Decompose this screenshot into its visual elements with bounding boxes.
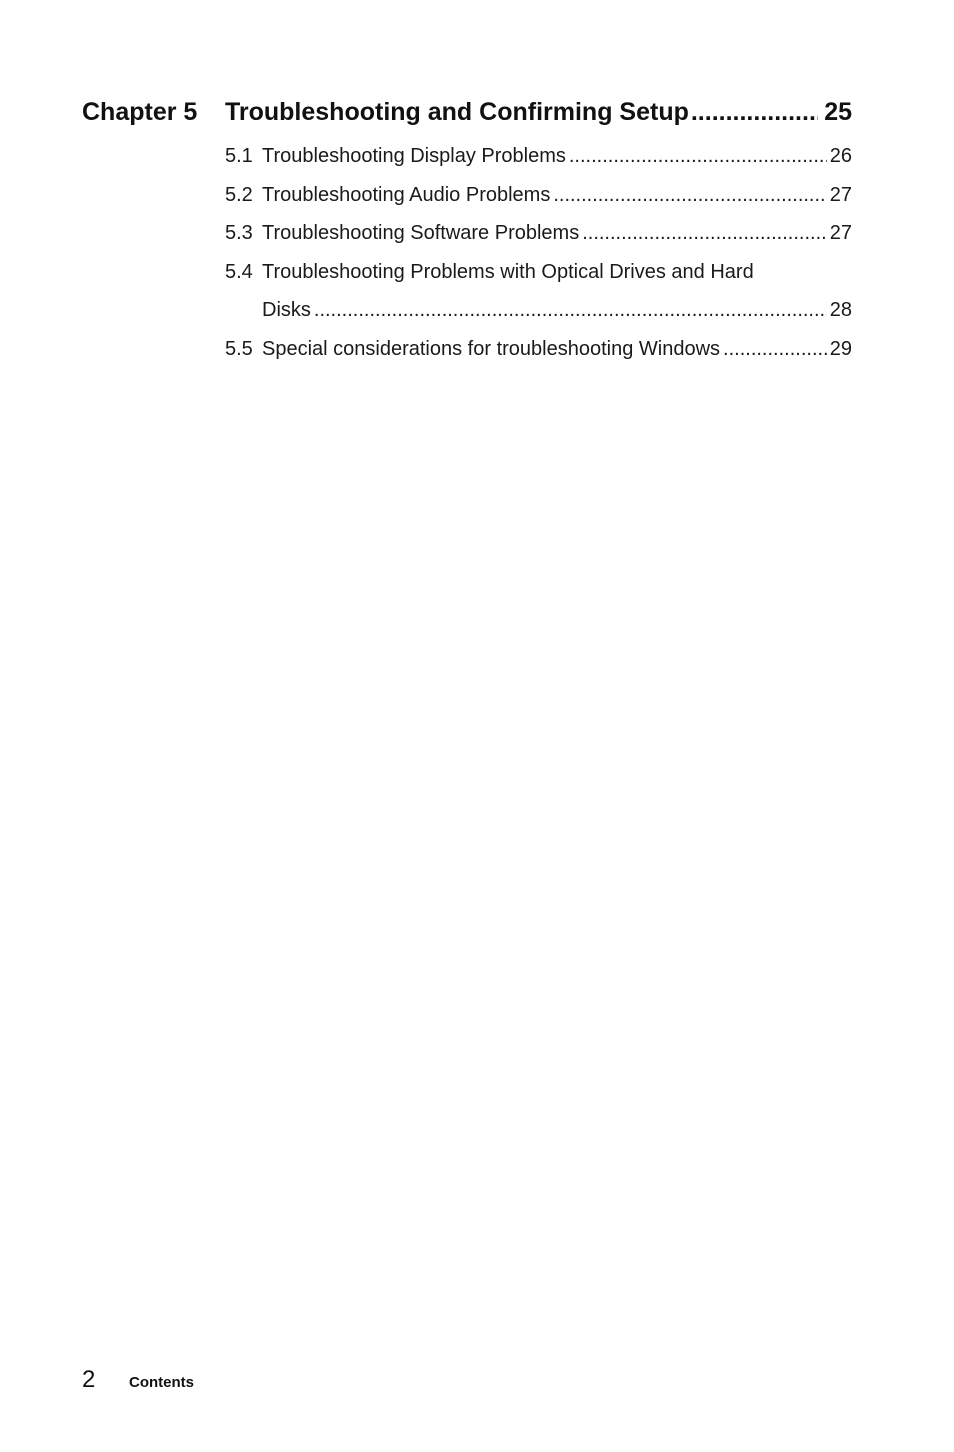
entry-number: 5.1 [225,145,253,167]
entry-title: Special considerations for troubleshooting Windows [262,337,721,360]
chapter-page-number: 25 [824,98,852,126]
dot-leader [582,217,827,249]
entry-title: Troubleshooting Audio Problems [262,183,551,206]
toc-entry-5-4[interactable] [225,256,852,295]
chapter-heading[interactable] [82,98,852,132]
toc-entry-5-3[interactable] [225,217,852,256]
toc-entries [225,140,852,371]
entry-page-number: 29 [829,337,852,360]
entry-title: Troubleshooting Display Problems [262,145,566,167]
footer-section-name: Contents [129,1374,194,1391]
dot-leader [553,179,826,211]
dot-leader [314,294,827,326]
dot-leader [723,333,827,365]
entry-page-number: 27 [829,222,852,244]
entry-page-number: 27 [829,183,852,206]
toc-entry-5-5[interactable] [225,333,852,372]
entry-number: 5.4 [225,260,253,283]
toc-entry-5-1[interactable] [225,140,852,179]
dot-leader [691,98,818,127]
chapter-title-row [225,98,852,127]
entry-number: 5.3 [225,222,253,244]
dot-leader [569,140,827,172]
page-footer [82,1366,194,1394]
chapter-title: Troubleshooting and Confirming Setup [225,98,689,126]
entry-title-continuation: Disks [262,299,311,321]
entry-page-number: 28 [829,299,852,321]
entry-page-number: 26 [829,145,852,167]
entry-title: Troubleshooting Software Problems [262,222,580,244]
entry-number: 5.2 [225,183,253,206]
toc-entry-5-4-continuation[interactable] [225,294,852,333]
footer-page-number: 2 [82,1366,96,1393]
toc-entry-5-2[interactable] [225,179,852,218]
chapter-label: Chapter 5 [82,98,198,126]
entry-number: 5.5 [225,337,253,360]
entry-title: Troubleshooting Problems with Optical Drives and Hard [262,260,754,283]
